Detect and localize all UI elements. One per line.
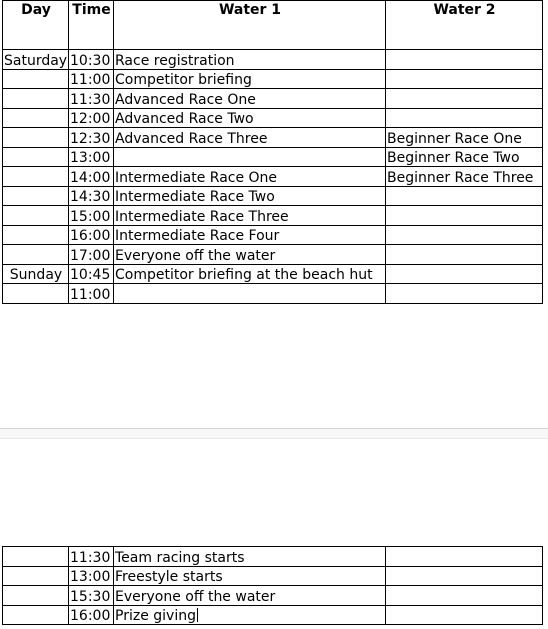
time-cell[interactable]: 16:00 [69,605,114,625]
table-row [3,167,543,187]
water-2-cell[interactable] [386,586,543,606]
day-cell[interactable] [3,245,69,265]
time-cell[interactable]: 16:00 [69,225,114,245]
water-2-cell[interactable] [386,284,543,304]
water-2-cell[interactable] [386,69,543,89]
water-2-cell[interactable] [386,225,543,245]
table-row [3,147,543,167]
header-row [3,1,543,50]
table-row [3,89,543,109]
water-1-cell[interactable] [114,284,386,304]
water-2-cell[interactable]: Beginner Race One [386,128,543,148]
day-cell[interactable] [3,206,69,226]
table-row [3,284,543,304]
water-2-cell[interactable]: Beginner Race Three [386,167,543,187]
table-row [3,206,543,226]
day-cell[interactable] [3,89,69,109]
time-cell[interactable]: 11:30 [69,547,114,567]
water-2-cell[interactable] [386,566,543,586]
table-row [3,108,543,128]
day-cell[interactable] [3,167,69,187]
table-row [3,264,543,284]
day-cell[interactable]: Sunday [3,264,69,284]
day-cell[interactable]: Saturday [3,50,69,70]
water-1-cell[interactable]: Advanced Race Three [114,128,386,148]
water-2-cell[interactable] [386,186,543,206]
day-cell[interactable] [3,108,69,128]
water-1-cell[interactable]: Competitor briefing at the beach hut [114,264,386,284]
time-cell[interactable]: 13:00 [69,147,114,167]
water-1-cell[interactable]: Race registration [114,50,386,70]
day-cell[interactable] [3,566,69,586]
schedule-table-page-2 [2,546,543,625]
water-2-cell[interactable] [386,245,543,265]
table-row [3,586,543,606]
time-cell[interactable]: 11:00 [69,69,114,89]
schedule-table-page-1 [2,0,543,304]
time-cell[interactable]: 14:30 [69,186,114,206]
header-day[interactable]: Day [3,1,69,50]
time-cell[interactable]: 12:00 [69,108,114,128]
day-cell[interactable] [3,128,69,148]
table-row [3,245,543,265]
day-cell[interactable] [3,284,69,304]
water-2-cell[interactable]: Beginner Race Two [386,147,543,167]
day-cell[interactable] [3,605,69,625]
water-2-cell[interactable] [386,50,543,70]
page-break [0,428,548,439]
table-row [3,186,543,206]
time-cell[interactable]: 12:30 [69,128,114,148]
table-row [3,69,543,89]
water-1-cell[interactable]: Everyone off the water [114,245,386,265]
water-1-cell[interactable]: Intermediate Race One [114,167,386,187]
water-1-cell[interactable]: Team racing starts [114,547,386,567]
time-cell[interactable]: 11:00 [69,284,114,304]
day-cell[interactable] [3,586,69,606]
day-cell[interactable] [3,147,69,167]
water-2-cell[interactable] [386,264,543,284]
time-cell[interactable]: 15:00 [69,206,114,226]
water-1-cell[interactable]: Freestyle starts [114,566,386,586]
water-2-cell[interactable] [386,108,543,128]
table-row [3,605,543,625]
time-cell[interactable]: 10:30 [69,50,114,70]
water-1-cell[interactable]: Advanced Race Two [114,108,386,128]
water-1-cell[interactable]: Intermediate Race Two [114,186,386,206]
time-cell[interactable]: 15:30 [69,586,114,606]
text-cursor [197,608,198,622]
table-row [3,225,543,245]
table-row [3,128,543,148]
time-cell[interactable]: 14:00 [69,167,114,187]
time-cell[interactable]: 17:00 [69,245,114,265]
water-1-cell[interactable] [114,147,386,167]
water-1-cell[interactable]: Intermediate Race Four [114,225,386,245]
day-cell[interactable] [3,547,69,567]
water-2-cell[interactable] [386,206,543,226]
water-2-cell[interactable] [386,547,543,567]
time-cell[interactable]: 10:45 [69,264,114,284]
table-row [3,566,543,586]
day-cell[interactable] [3,225,69,245]
water-2-cell[interactable] [386,605,543,625]
table-row [3,50,543,70]
water-1-cell[interactable]: Everyone off the water [114,586,386,606]
header-time[interactable]: Time [69,1,114,50]
water-1-cell[interactable]: Intermediate Race Three [114,206,386,226]
water-2-cell[interactable] [386,89,543,109]
header-water-2[interactable]: Water 2 [386,1,543,50]
water-1-cell[interactable]: Advanced Race One [114,89,386,109]
day-cell[interactable] [3,69,69,89]
table-row [3,547,543,567]
day-cell[interactable] [3,186,69,206]
time-cell[interactable]: 11:30 [69,89,114,109]
time-cell[interactable]: 13:00 [69,566,114,586]
water-1-cell[interactable]: Prize giving [114,605,386,625]
water-1-cell[interactable]: Competitor briefing [114,69,386,89]
header-water-1[interactable]: Water 1 [114,1,386,50]
